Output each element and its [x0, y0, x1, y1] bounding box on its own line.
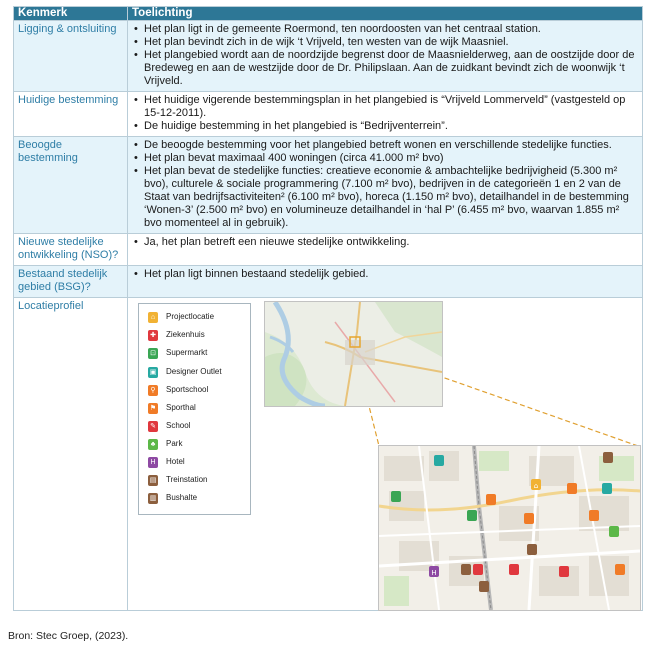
map-legend [138, 303, 251, 515]
row-key: Nieuwe stedelijke ontwikkeling (NSO)? [14, 234, 128, 266]
detail-map [378, 445, 641, 611]
project-icon: ⌂ [148, 312, 158, 323]
row-key: Locatieprofiel [14, 298, 128, 611]
bullet-item: • Ja, het plan betreft een nieuwe stedelijke ontwikkeling. [134, 236, 410, 248]
table-row [14, 266, 643, 298]
row-key: Ligging & ontsluiting [14, 21, 128, 92]
sporthal-icon: ⚑ [149, 404, 157, 412]
legend-item: ▤ Treinstation [149, 475, 208, 484]
train-icon: ▤ [149, 476, 157, 484]
table-row [14, 298, 643, 611]
header-toelichting: Toelichting [128, 7, 643, 21]
bullet-item: • De beoogde bestemming voor het plangebied betreft wonen en verschillende stedelijke functies. [134, 139, 612, 151]
row-key: Beoogde bestemming [14, 137, 128, 234]
bus-icon: ▥ [149, 494, 157, 502]
table-row [14, 137, 643, 234]
legend-item: ▣ Designer Outlet [149, 367, 222, 376]
overview-map [264, 301, 443, 407]
park-icon: ♣ [148, 439, 158, 450]
bullet-item: • Het plan ligt binnen bestaand stedelijk gebied. [134, 268, 369, 280]
table-row [14, 92, 643, 137]
row-key: Huidige bestemming [14, 92, 128, 137]
table-row [14, 21, 643, 92]
legend-item: ▥ Bushalte [149, 493, 198, 502]
hotel-icon: H [148, 457, 158, 468]
school-icon: ✎ [148, 421, 158, 432]
bullet-item: • Het plan bevat maximaal 400 woningen (circa 41.000 m² bvo) [134, 152, 444, 164]
gym-icon: ⚲ [148, 385, 158, 396]
bullet-item: • De huidige bestemming in het plangebied is “Bedrijventerrein”. [134, 120, 448, 132]
hospital-icon: ✚ [148, 330, 158, 341]
cart-icon: ⊡ [148, 348, 158, 359]
source-caption: Bron: Stec Groep, (2023). [8, 630, 129, 642]
legend-item: ⌂ Projectlocatie [148, 310, 214, 324]
row-value [128, 266, 643, 298]
legend-item: ✎ School [148, 419, 190, 433]
legend-item: ⚑ Sporthal [149, 403, 196, 412]
legend-item: ♣ Park [148, 437, 182, 451]
locatieprofiel-cell [128, 298, 643, 611]
bullet-item: • Het plan ligt in de gemeente Roermond, ten noordoosten van het centraal station. [134, 23, 541, 35]
row-value [128, 92, 643, 137]
svg-text:H: H [431, 569, 437, 577]
legend-item: ⚲ Sportschool [148, 383, 208, 397]
row-value [128, 137, 643, 234]
table-header-row [14, 7, 643, 21]
legend-item: H Hotel [148, 455, 185, 469]
row-value [128, 234, 643, 266]
row-value [128, 21, 643, 92]
outlet-icon: ▣ [149, 368, 157, 376]
legend-item: ⊡ Supermarkt [148, 346, 207, 360]
bullet-item: • Het plan bevat de stedelijke functies: creatieve economie & ambachtelijke bedrijvigheid (5.300 m² bvo), culturele & sociale programmering (7.100 m² bvo), bedrijven in de categorieën 1 en 2 van de Staat van bedrijfsactiviteiten² (6.100 m² bvo), horeca (1.150 m² bvo), detailhandel in de bestemming ‘Wonen-3’ (2.500 m² bvo) en volumineuze detailhandel in ‘hal P’ (6.455 m² bvo, waarvan 1.855 m² bvo momenteel al in gebruik). [134, 165, 629, 229]
row-key: Bestaand stedelijk gebied (BSG)? [14, 266, 128, 298]
header-kenmerk: Kenmerk [14, 7, 128, 21]
bullet-item: • Het plangebied wordt aan de noordzijde begrenst door de Maasnielderweg, aan de oostzijde door de Bredeweg en aan de westzijde door de Dr. Philipslaan. Aan de zuidkant bevindt zich de woonwijk ‘t Vrijveld. [134, 49, 635, 87]
bullet-item: • Het plan bevindt zich in de wijk ‘t Vrijveld, ten westen van de wijk Maasniel. [134, 36, 509, 48]
legend-item: ✚ Ziekenhuis [148, 328, 205, 342]
bullet-item: • Het huidige vigerende bestemmingsplan in het plangebied is “Vrijveld Lommerveld” (vastgesteld op 15-12-2011). [134, 94, 626, 119]
svg-text:⌂: ⌂ [533, 482, 539, 490]
table-row [14, 234, 643, 266]
locatie-table [13, 6, 643, 611]
